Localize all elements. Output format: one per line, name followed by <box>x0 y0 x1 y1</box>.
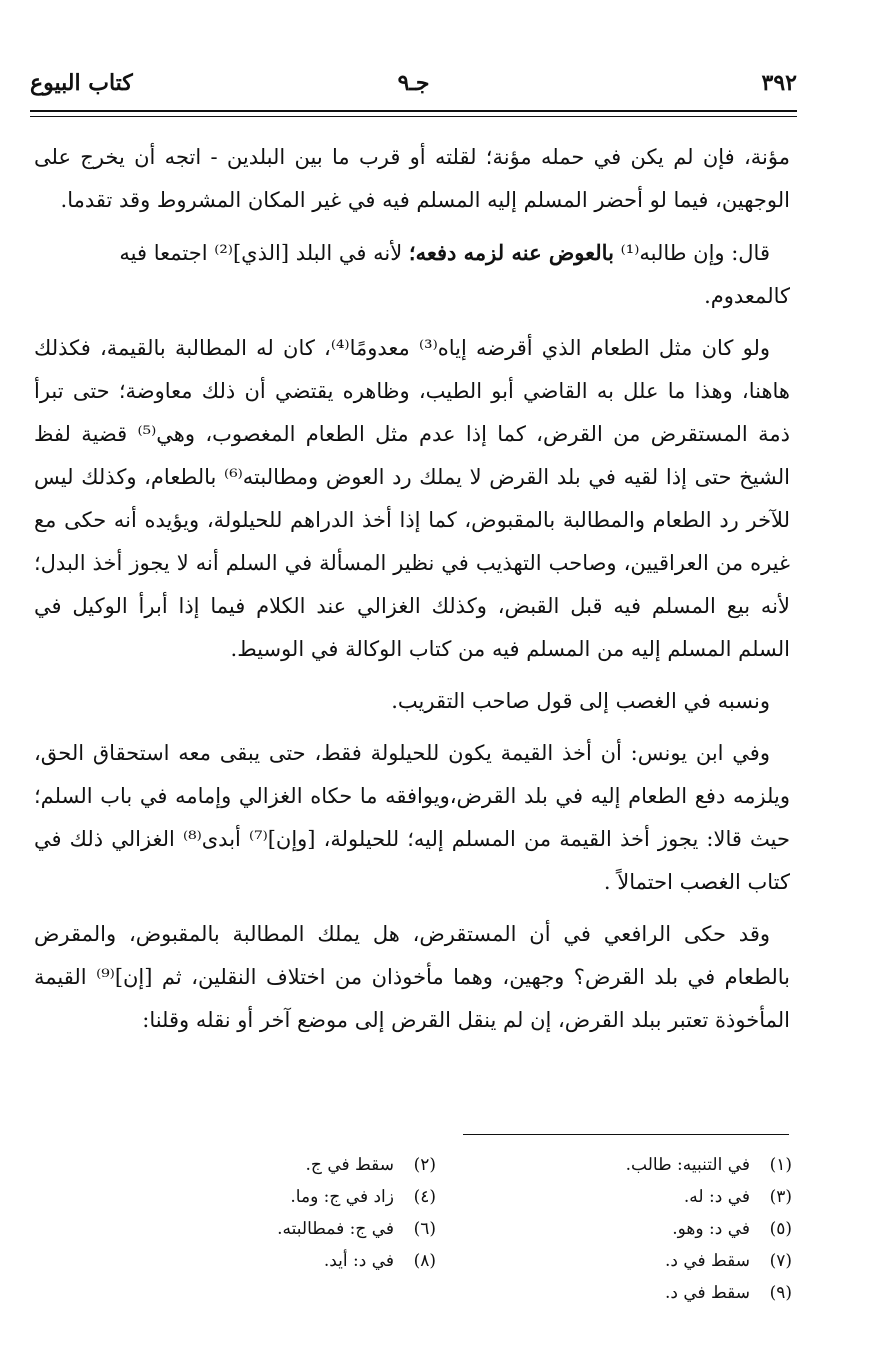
footnote: (٤)زاد في ج: وما. <box>290 1187 436 1207</box>
quote-paragraph <box>34 231 790 275</box>
footnote: (١)في التنبيه: طالب. <box>625 1155 792 1175</box>
footnote: (٦)في ج: فمطالبته. <box>277 1219 436 1239</box>
header-rule-thin <box>30 116 797 117</box>
page-header <box>30 66 797 106</box>
paragraph: مؤنة، فإن لم يكن في حمله مؤنة؛ لقلته أو قرب ما بين البلدين - اتجه أن يخرج على الوجهين، فيما لو أحضر المسلم إليه المسلم فيه في غير المكان المشروط وقد تقدما. <box>34 145 790 212</box>
footnote: (٩)سقط في د. <box>664 1283 792 1303</box>
book-title: كتاب البيوع <box>30 70 133 96</box>
footnote: (٢)سقط في ج. <box>305 1155 436 1175</box>
paragraph: وفي ابن يونس: أن أخذ القيمة يكون للحيلولة فقط، حتى يبقى معه استحقاق الحق، ويلزمه دفع الطعام إليه في بلد القرض،ويوافقه ما حكاه الغزالي وإمامه في باب السلم؛ حيث قالا: يجوز أخذ القيمة من المسلم إليه؛ للحيلولة، [وإن]⁽⁷⁾ أبدى⁽⁸⁾ الغزالي ذلك في كتاب الغصب احتمالاً . <box>34 741 790 894</box>
quote-lead: قال: وإن طالبه⁽¹⁾ <box>613 241 770 265</box>
volume-label: جـ٩ <box>397 70 430 96</box>
main-text <box>34 136 790 1051</box>
header-rule-thick <box>30 110 797 112</box>
paragraph: ولو كان مثل الطعام الذي أقرضه إياه⁽³⁾ معدومًا⁽⁴⁾، كان له المطالبة بالقيمة، فكذلك هاهنا، وهذا ما علل به القاضي أبو الطيب، وظاهره يقتضي أن ذلك معاوضة؛ حتى تبرأ ذمة المستقرض من القرض، كما إذا عدم مثل الطعام المغصوب، وهي⁽⁵⁾ قضية لفظ الشيخ حتى إذا لقيه في بلد القرض لا يملك رد العوض ومطالبته⁽⁶⁾ بالطعام، وكذلك ليس للآخر رد الطعام والمطالبة بالمقبوض، كما إذا أخذ الدراهم للحيلولة، ويؤيده أنه حكى مع غيره من العراقيين، وصاحب التهذيب في نظير المسألة في السلم أنه لا يجوز أخذ البدل؛ لأنه بيع المسلم فيه قبل القبض، وكذلك الغزالي عند الكلام فيما إذا أبرأ الوكيل في السلم المسلم إليه من المسلم فيه من كتاب الوكالة في الوسيط. <box>34 336 790 661</box>
paragraph: كالمعدوم. <box>704 284 790 308</box>
footnote: (٨)في د: أيد. <box>323 1251 436 1271</box>
paragraph: وقد حكى الرافعي في أن المستقرض، هل يملك المطالبة بالمقبوض، والمقرض بالطعام في بلد القرض؟ وجهين، وهما مأخوذان من اختلاف النقلين، ثم [إن]⁽⁹⁾ القيمة المأخوذة تعتبر ببلد القرض، إن لم ينقل القرض إلى موضع آخر أو نقله وقلنا: <box>34 922 790 1032</box>
quote-rest: لأنه في البلد [الذي]⁽²⁾ اجتمعا فيه <box>119 241 409 265</box>
page-number: ٣٩٢ <box>761 70 797 96</box>
paragraph: ونسبه في الغصب إلى قول صاحب التقريب. <box>391 689 770 713</box>
footnote: (٥)في د: وهو. <box>672 1219 792 1239</box>
footnote-separator <box>463 1134 789 1135</box>
footnote: (٣)في د: له. <box>683 1187 792 1207</box>
quote-bold: بالعوض عنه لزمه دفعه؛ <box>408 240 614 265</box>
footnotes <box>120 1150 792 1308</box>
footnote: (٧)سقط في د. <box>664 1251 792 1271</box>
